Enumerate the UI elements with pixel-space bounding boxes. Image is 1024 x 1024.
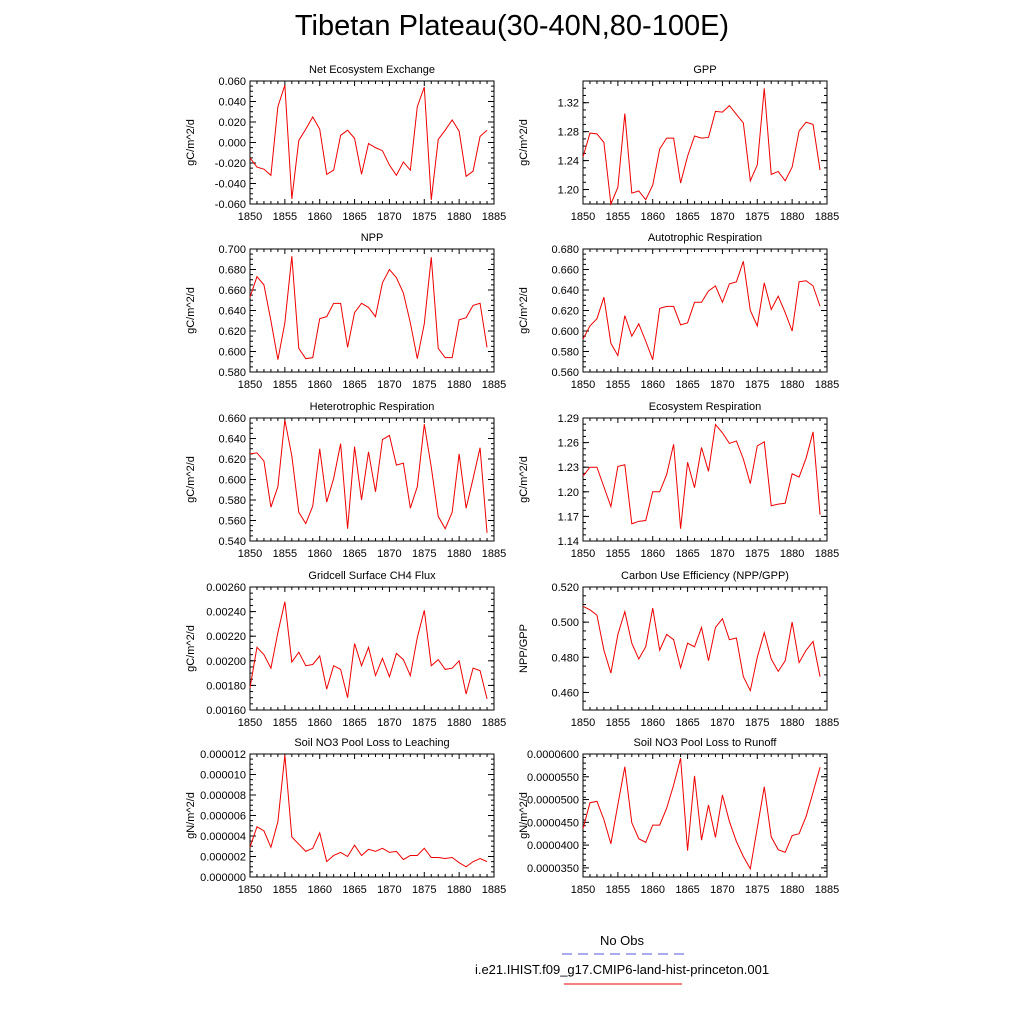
x-tick-label: 1850 xyxy=(570,717,596,729)
x-tick-label: 1880 xyxy=(446,379,472,391)
y-tick-label: 0.000002 xyxy=(200,851,246,864)
x-tick-label: 1855 xyxy=(272,884,298,896)
y-tick-label: 0.600 xyxy=(551,326,579,338)
y-tick-label: 0.480 xyxy=(551,652,579,665)
x-tick-label: 1885 xyxy=(481,548,507,560)
x-tick-label: 1850 xyxy=(570,884,596,896)
y-axis-label: gC/m^2/d xyxy=(185,287,197,334)
y-tick-label: 0.0000400 xyxy=(527,840,579,853)
y-axis-label: NPP/GPP xyxy=(518,624,530,673)
series-line xyxy=(583,425,820,529)
x-tick-label: 1870 xyxy=(710,884,735,896)
series-line xyxy=(250,420,487,533)
series-line xyxy=(583,758,820,869)
y-tick-label: 0.0000350 xyxy=(527,862,579,875)
series-line xyxy=(250,602,487,699)
x-tick-label: 1885 xyxy=(481,379,507,391)
series-line xyxy=(583,261,820,359)
y-tick-label: 0.000010 xyxy=(200,769,246,782)
panel-title: Soil NO3 Pool Loss to Runoff xyxy=(633,737,777,749)
y-tick-label: 0.00200 xyxy=(206,655,246,668)
y-tick-label: 0.000008 xyxy=(200,790,246,802)
series-line xyxy=(583,88,820,204)
x-tick-label: 1885 xyxy=(814,717,840,729)
y-tick-label: 0.620 xyxy=(218,326,246,338)
y-tick-label: 0.00260 xyxy=(206,582,246,594)
x-tick-label: 1865 xyxy=(342,548,367,560)
plot-frame xyxy=(583,754,827,877)
y-axis-label: gN/m^2/d xyxy=(185,792,197,839)
y-tick-label: 0.560 xyxy=(551,367,579,379)
panel-title: NPP xyxy=(360,232,384,244)
y-tick-label: 0.00180 xyxy=(206,680,246,693)
x-tick-label: 1855 xyxy=(605,548,631,560)
x-tick-label: 1875 xyxy=(745,548,770,560)
y-tick-label: 1.20 xyxy=(557,184,579,197)
x-tick-label: 1855 xyxy=(272,379,298,391)
y-tick-label: 0.000004 xyxy=(200,831,246,843)
y-tick-label: 0.580 xyxy=(551,346,579,359)
x-tick-label: 1850 xyxy=(570,211,596,223)
x-tick-label: 1880 xyxy=(446,211,472,223)
panel-title: Net Ecosystem Exchange xyxy=(309,64,435,76)
x-tick-label: 1865 xyxy=(342,717,367,729)
x-tick-label: 1850 xyxy=(237,884,263,896)
y-tick-label: 0.600 xyxy=(218,346,246,359)
panel-title: Soil NO3 Pool Loss to Leaching xyxy=(294,737,450,749)
y-tick-label: 0.000 xyxy=(218,137,246,150)
x-tick-label: 1865 xyxy=(342,379,367,391)
y-tick-label: 0.600 xyxy=(218,474,246,487)
plot-frame xyxy=(250,587,494,710)
y-tick-label: -0.060 xyxy=(214,199,246,211)
y-tick-label: 0.020 xyxy=(218,117,246,129)
x-tick-label: 1880 xyxy=(779,211,805,223)
y-axis-label: gC/m^2/d xyxy=(518,119,530,166)
y-tick-label: 1.23 xyxy=(557,462,579,475)
panel-title: GPP xyxy=(693,64,717,76)
x-tick-label: 1870 xyxy=(710,211,735,223)
y-tick-label: 0.500 xyxy=(551,617,579,630)
y-tick-label: 0.540 xyxy=(218,536,246,548)
y-tick-label: 0.640 xyxy=(551,285,579,297)
y-tick-label: 0.680 xyxy=(551,244,579,256)
series-line xyxy=(250,755,487,867)
x-tick-label: 1860 xyxy=(307,379,332,391)
y-tick-label: 0.00220 xyxy=(206,631,246,644)
x-tick-label: 1860 xyxy=(640,548,665,560)
y-axis-label: gC/m^2/d xyxy=(185,119,197,166)
x-tick-label: 1885 xyxy=(481,211,507,223)
x-tick-label: 1875 xyxy=(412,379,437,391)
x-tick-label: 1865 xyxy=(675,548,700,560)
y-tick-label: 1.28 xyxy=(557,126,579,139)
chart-panel xyxy=(185,737,506,896)
x-tick-label: 1850 xyxy=(237,717,263,729)
x-tick-label: 1875 xyxy=(745,379,770,391)
page-title: Tibetan Plateau(30-40N,80-100E) xyxy=(294,10,730,42)
x-tick-label: 1860 xyxy=(307,717,332,729)
x-tick-label: 1870 xyxy=(377,211,402,223)
series-line xyxy=(250,85,487,200)
plot-frame xyxy=(250,418,494,541)
x-tick-label: 1865 xyxy=(675,717,700,729)
x-tick-label: 1875 xyxy=(745,884,770,896)
plot-frame xyxy=(583,587,827,710)
x-tick-label: 1860 xyxy=(640,884,665,896)
x-tick-label: 1875 xyxy=(412,717,437,729)
chart-panel xyxy=(518,401,839,560)
y-axis-label: gC/m^2/d xyxy=(185,625,197,672)
x-tick-label: 1855 xyxy=(605,717,631,729)
y-axis-label: gC/m^2/d xyxy=(518,456,530,503)
y-tick-label: 0.460 xyxy=(551,687,579,700)
x-tick-label: 1875 xyxy=(412,548,437,560)
plot-frame xyxy=(250,81,494,204)
y-axis-label: gC/m^2/d xyxy=(518,287,530,334)
chart-panel xyxy=(518,570,839,729)
x-tick-label: 1855 xyxy=(272,211,298,223)
y-tick-label: 0.660 xyxy=(218,285,246,297)
y-tick-label: 0.660 xyxy=(551,264,579,277)
y-tick-label: 1.24 xyxy=(557,155,579,168)
chart-panel xyxy=(185,401,506,560)
y-tick-label: 1.26 xyxy=(557,437,579,450)
legend-label-obs: No Obs xyxy=(599,933,645,948)
y-tick-label: 0.00240 xyxy=(206,606,246,619)
y-tick-label: 0.000000 xyxy=(200,872,246,884)
x-tick-label: 1855 xyxy=(272,548,298,560)
y-tick-label: 0.580 xyxy=(218,495,246,507)
x-tick-label: 1865 xyxy=(342,884,367,896)
x-tick-label: 1855 xyxy=(605,379,631,391)
x-tick-label: 1855 xyxy=(272,717,298,729)
x-tick-label: 1860 xyxy=(307,548,332,560)
y-tick-label: 0.620 xyxy=(218,454,246,466)
x-tick-label: 1885 xyxy=(814,211,840,223)
y-tick-label: -0.040 xyxy=(214,178,246,191)
chart-panel xyxy=(185,232,506,391)
x-tick-label: 1880 xyxy=(779,717,805,729)
y-tick-label: 0.560 xyxy=(218,515,246,528)
x-tick-label: 1870 xyxy=(710,548,735,560)
y-tick-label: 1.32 xyxy=(557,97,579,110)
x-tick-label: 1860 xyxy=(307,884,332,896)
y-tick-label: 0.060 xyxy=(218,76,246,88)
y-tick-label: 1.20 xyxy=(557,486,579,499)
y-tick-label: 0.640 xyxy=(218,433,246,446)
x-tick-label: 1885 xyxy=(481,717,507,729)
x-tick-label: 1885 xyxy=(814,884,840,896)
chart-panel xyxy=(518,232,839,391)
plot-frame xyxy=(583,81,827,204)
x-tick-label: 1880 xyxy=(779,884,805,896)
y-tick-label: 1.17 xyxy=(557,511,579,524)
y-tick-label: 0.0000450 xyxy=(527,817,579,830)
x-tick-label: 1885 xyxy=(814,548,840,560)
y-tick-label: 0.000006 xyxy=(200,810,246,823)
x-tick-label: 1850 xyxy=(237,548,263,560)
y-tick-label: 0.0000600 xyxy=(527,749,579,761)
x-tick-label: 1850 xyxy=(237,379,263,391)
y-tick-label: 0.520 xyxy=(551,582,579,594)
x-tick-label: 1860 xyxy=(640,717,665,729)
chart-panel xyxy=(518,737,839,896)
x-tick-label: 1875 xyxy=(745,211,770,223)
y-tick-label: 0.0000500 xyxy=(527,794,579,807)
chart-panel xyxy=(185,64,506,223)
x-tick-label: 1870 xyxy=(377,717,402,729)
x-tick-label: 1885 xyxy=(814,379,840,391)
panel-title: Heterotrophic Respiration xyxy=(309,401,435,413)
y-tick-label: 1.29 xyxy=(557,413,579,425)
x-tick-label: 1855 xyxy=(605,884,631,896)
x-tick-label: 1870 xyxy=(710,717,735,729)
legend-label-case: i.e21.IHIST.f09_g17.CMIP6-land-hist-princeton.001 xyxy=(474,962,770,977)
y-axis-label: gC/m^2/d xyxy=(185,456,197,503)
x-tick-label: 1880 xyxy=(779,548,805,560)
chart-panel xyxy=(185,570,506,729)
x-tick-label: 1875 xyxy=(745,717,770,729)
x-tick-label: 1870 xyxy=(377,548,402,560)
panel-title: Ecosystem Respiration xyxy=(648,401,762,413)
panel-title: Autotrophic Respiration xyxy=(647,232,763,244)
y-tick-label: 0.0000550 xyxy=(527,771,579,784)
y-tick-label: 0.00160 xyxy=(206,705,246,717)
y-tick-label: 0.620 xyxy=(551,305,579,318)
y-tick-label: 0.680 xyxy=(218,264,246,277)
y-tick-label: 1.14 xyxy=(557,536,579,548)
panel-title: Carbon Use Efficiency (NPP/GPP) xyxy=(621,570,789,582)
x-tick-label: 1850 xyxy=(237,211,263,223)
x-tick-label: 1880 xyxy=(446,548,472,560)
y-tick-label: 0.000012 xyxy=(200,749,246,761)
series-line xyxy=(250,256,487,360)
x-tick-label: 1850 xyxy=(570,548,596,560)
x-tick-label: 1865 xyxy=(675,211,700,223)
x-tick-label: 1880 xyxy=(446,884,472,896)
x-tick-label: 1885 xyxy=(481,884,507,896)
series-line xyxy=(583,606,820,690)
x-tick-label: 1860 xyxy=(307,211,332,223)
x-tick-label: 1865 xyxy=(342,211,367,223)
x-tick-label: 1875 xyxy=(412,211,437,223)
x-tick-label: 1880 xyxy=(446,717,472,729)
x-tick-label: 1860 xyxy=(640,379,665,391)
x-tick-label: 1870 xyxy=(377,884,402,896)
y-tick-label: 0.040 xyxy=(218,96,246,109)
x-tick-label: 1880 xyxy=(779,379,805,391)
panel-title: Gridcell Surface CH4 Flux xyxy=(308,570,436,582)
x-tick-label: 1870 xyxy=(710,379,735,391)
y-tick-label: 0.640 xyxy=(218,305,246,318)
x-tick-label: 1850 xyxy=(570,379,596,391)
y-tick-label: -0.020 xyxy=(214,158,246,170)
y-axis-label: gN/m^2/d xyxy=(518,792,530,839)
x-tick-label: 1860 xyxy=(640,211,665,223)
x-tick-label: 1865 xyxy=(675,884,700,896)
y-tick-label: 0.580 xyxy=(218,367,246,379)
plot-frame xyxy=(583,249,827,372)
x-tick-label: 1875 xyxy=(412,884,437,896)
x-tick-label: 1865 xyxy=(675,379,700,391)
x-tick-label: 1870 xyxy=(377,379,402,391)
x-tick-label: 1855 xyxy=(605,211,631,223)
y-tick-label: 0.700 xyxy=(218,244,246,256)
chart-panel xyxy=(518,64,839,223)
y-tick-label: 0.660 xyxy=(218,413,246,425)
